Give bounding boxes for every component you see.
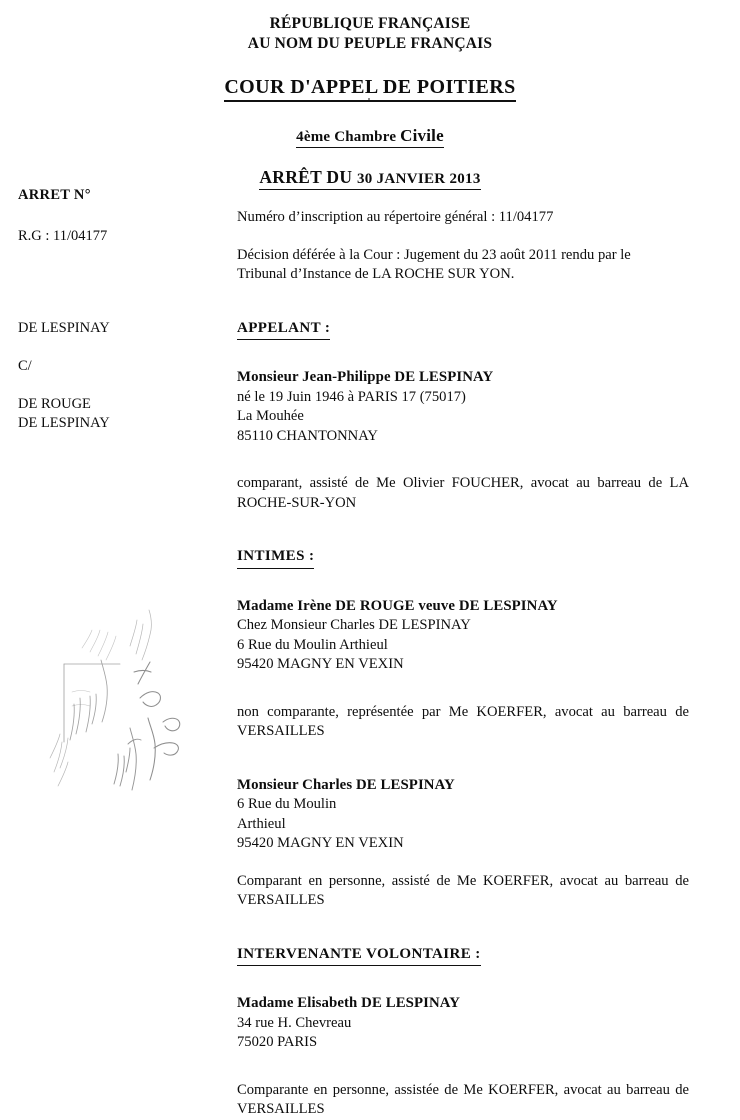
respondent-1-representation — [237, 703, 689, 742]
intervener-representation — [237, 1081, 689, 1120]
handwriting-strokes — [42, 572, 192, 800]
spacer-before-intervener — [237, 911, 689, 945]
respondent-2-address-line-1: 6 Rue du Moulin — [237, 796, 337, 812]
judgment-prefix: ARRÊT DU — [259, 167, 357, 187]
referred-decision-line-2: Tribunal d’Instance de LA ROCHE SUR YON. — [237, 266, 515, 282]
scan-artifact-dot — [368, 98, 370, 100]
appellant-birth: né le 19 Juin 1946 à PARIS 17 (75017) — [237, 388, 466, 405]
margin-gap-2 — [18, 376, 218, 395]
registration-number: Numéro d’inscription au répertoire général : 11/04177 — [237, 209, 554, 225]
appellant-representation-line-2: ROCHE-SUR-YON — [237, 494, 357, 511]
spacer-intervener-address — [237, 1053, 689, 1081]
chamber-prefix: 4ème Chambre — [296, 129, 401, 145]
appellant-address-line-1: La Mouhée — [237, 408, 304, 424]
intervener-representation-line-2: VERSAILLES — [237, 1101, 325, 1117]
document-header — [0, 14, 740, 190]
judgment-date: 30 JANVIER 2013 — [356, 171, 481, 187]
appellant-section-heading: APPELANT : — [237, 319, 330, 341]
spacer-intervener-heading — [237, 966, 689, 994]
intervener-address-line-2: 75020 PARIS — [237, 1034, 318, 1050]
respondent-1-representation-line-2: VERSAILLES — [237, 723, 325, 739]
rg-reference: R.G : 11/04177 — [18, 228, 108, 244]
respondent-1-name: Madame Irène DE ROUGE veuve DE LESPINAY — [237, 597, 558, 614]
spacer-respondent-2-address — [237, 854, 689, 872]
margin-reference-column — [18, 186, 218, 433]
margin-party-separator: C/ — [18, 358, 32, 374]
referred-decision-line-1: Décision déférée à la Cour : Jugement du 23 août 2011 rendu par le — [237, 246, 631, 263]
spacer-before-respondents — [237, 513, 689, 547]
margin-parties-list — [18, 319, 218, 433]
margin-party-appellant: DE LESPINAY — [18, 320, 110, 336]
respondent-1-address-line-2: 6 Rue du Moulin Arthieul — [237, 636, 388, 653]
spacer-respondents-heading — [237, 569, 689, 597]
chamber-designation — [296, 126, 444, 148]
appellant-name: Monsieur Jean-Philippe DE LESPINAY — [237, 369, 494, 385]
republic-line-2: AU NOM DU PEUPLE FRANÇAIS — [247, 35, 493, 52]
spacer-respondent-1-address — [237, 675, 689, 703]
respondent-2-address-line-2: Arthieul — [237, 815, 286, 832]
respondent-2-address-line-3: 95420 MAGNY EN VEXIN — [237, 835, 404, 851]
margin-gap-1 — [18, 338, 218, 357]
judgment-date-heading — [259, 167, 480, 190]
intervener-section-heading: INTERVENANTE VOLONTAIRE : — [237, 945, 481, 967]
respondent-2-name: Monsieur Charles DE LESPINAY — [237, 776, 455, 793]
intervener-representation-line-1: Comparante en personne, assistée de Me KOERFER, avocat au barreau de — [237, 1081, 689, 1098]
court-title: COUR D'APPEL DE POITIERS — [224, 76, 515, 102]
intervener-address-line-1: 34 rue H. Chevreau — [237, 1014, 352, 1031]
respondent-1-address-line-1: Chez Monsieur Charles DE LESPINAY — [237, 617, 471, 633]
republic-line-1: RÉPUBLIQUE FRANÇAISE — [269, 15, 471, 32]
intervener-name: Madame Elisabeth DE LESPINAY — [237, 995, 461, 1011]
spacer-before-appellant — [237, 285, 689, 319]
respondent-1-address-line-3: 95420 MAGNY EN VEXIN — [237, 656, 404, 672]
respondent-2-representation — [237, 872, 689, 911]
arret-number-label: ARRET N° — [18, 187, 91, 203]
spacer-between-respondents — [237, 742, 689, 776]
chamber-suffix: Civile — [400, 126, 444, 145]
respondent-2-representation-line-2: VERSAILLES — [237, 892, 325, 908]
spacer-appellant-heading — [237, 340, 689, 368]
appellant-address-line-2: 85110 CHANTONNAY — [237, 427, 378, 444]
respondent-2-representation-line-1: Comparant en personne, assisté de Me KOERFER, avocat au barreau de — [237, 872, 689, 889]
margin-party-respondent-2: DE LESPINAY — [18, 415, 110, 431]
appellant-representation-line-1: comparant, assisté de Me Olivier FOUCHER, avocat au barreau de LA — [237, 475, 689, 491]
respondents-section-heading: INTIMES : — [237, 547, 314, 569]
margin-party-respondent-1: DE ROUGE — [18, 396, 91, 412]
spacer-registry — [237, 228, 689, 246]
spacer-appellant-address — [237, 446, 689, 474]
handwritten-margin-annotation — [42, 572, 192, 800]
respondent-1-representation-line-1: non comparante, représentée par Me KOERFER, avocat au barreau de — [237, 703, 689, 720]
appellant-representation — [237, 474, 689, 513]
judgment-body — [237, 208, 689, 1120]
